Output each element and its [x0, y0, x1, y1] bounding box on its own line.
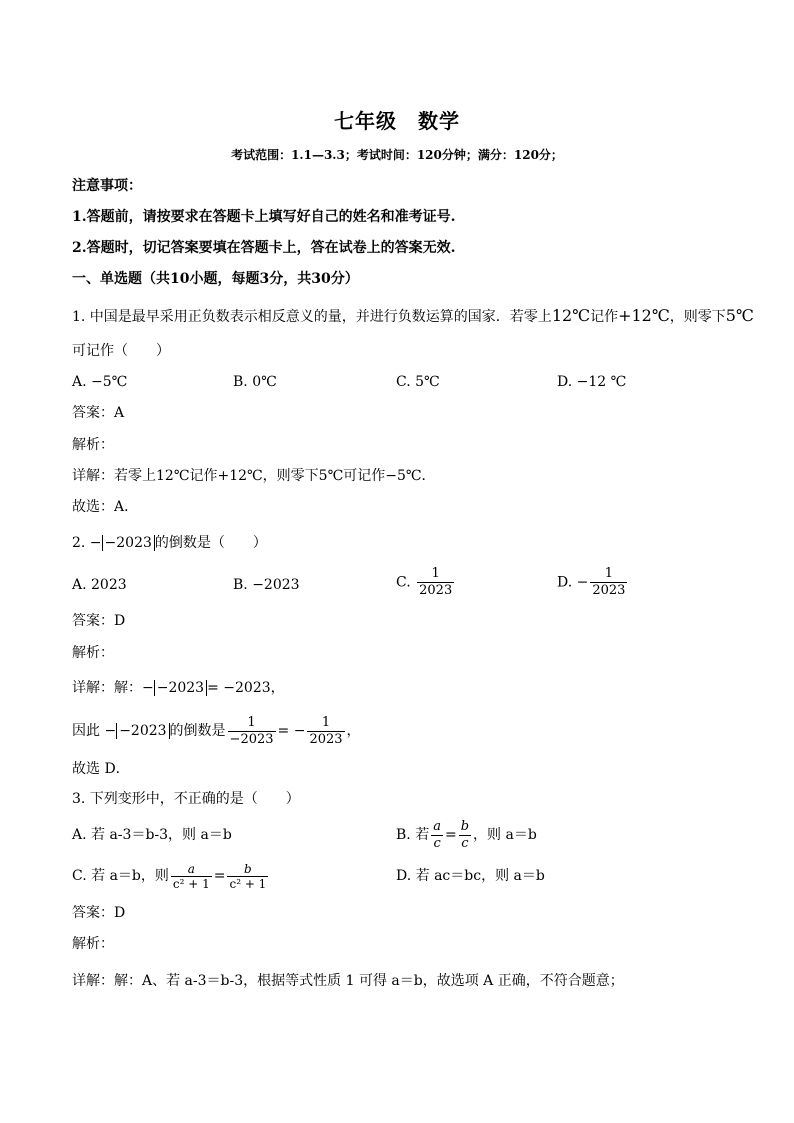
- q2-answer: 答案：D: [72, 613, 126, 629]
- fraction-numerator: 1: [247, 714, 256, 730]
- q3-option-b-pre: B. 若: [396, 827, 430, 843]
- q2-stem: [72, 533, 267, 553]
- q1-stem-text: 1. 中国是最早采用正负数表示相反意义的量，并进行负数运算的国家．若零上: [72, 309, 552, 325]
- q2-since-mid: 的倒数是: [169, 723, 226, 739]
- q3-answer: 答案：D: [72, 905, 126, 921]
- fraction-denominator: 2023: [419, 583, 453, 598]
- q3-option-b-fraction-2: [459, 819, 471, 852]
- q2-option-d: [557, 566, 629, 599]
- page-title: 七年级 数学: [334, 109, 460, 133]
- q1-answer: 答案：A: [72, 405, 125, 421]
- q2-since-abs: −2023: [116, 723, 169, 739]
- q2-detail: [72, 678, 285, 698]
- fraction-numerator: b: [460, 818, 470, 834]
- fraction-denominator: 2023: [309, 731, 343, 747]
- q1-option-b: B. 0℃: [233, 374, 277, 390]
- q2-since-pre: 因此 −: [72, 723, 117, 739]
- q1-option-c: C. 5℃: [396, 374, 440, 390]
- q2-option-c: [396, 566, 456, 599]
- q1-temp-2: +12℃: [618, 306, 670, 325]
- q3-analysis-label: 解析：: [72, 936, 114, 952]
- q3-detail: 详解：解：A、若 a-3＝b-3，根据等式性质 1 可得 a＝b，故选项 A 正确，不符合题意；: [72, 973, 624, 989]
- q1-stem-line2: 可记作（ ）: [72, 343, 170, 359]
- fraction-denominator: 2023: [592, 583, 626, 598]
- q3-stem: 3. 下列变形中，不正确的是（ ）: [72, 791, 300, 807]
- fraction-numerator: b: [244, 861, 252, 876]
- q2-choice: 故选 D．: [72, 761, 130, 777]
- q1-temp-3: 5℃: [725, 306, 754, 325]
- q3-option-b-post: ，则 a＝b: [473, 827, 537, 843]
- q3-option-c-eq: =: [213, 868, 226, 884]
- section-heading: 一、单选题（共10小题，每题3分，共30分）: [72, 271, 359, 287]
- q3-option-b: [396, 818, 537, 852]
- q1-stem-after: ，则零下: [669, 309, 726, 325]
- fraction-denominator: c² + 1: [172, 876, 210, 891]
- q1-stem-line1: [72, 306, 754, 327]
- q2-abs-value: −2023: [102, 535, 155, 551]
- q2-option-d-fraction: [590, 566, 627, 599]
- fraction-numerator: a: [433, 818, 441, 834]
- fraction-numerator: 1: [604, 566, 614, 581]
- notes-heading: 注意事项：: [72, 178, 142, 194]
- q2-option-c-fraction: [417, 566, 454, 599]
- q2-option-b: B. −2023: [233, 577, 300, 593]
- fraction-denominator: c: [433, 835, 441, 851]
- q1-analysis-label: 解析：: [72, 437, 114, 453]
- q2-stem-pre: 2. −: [72, 535, 102, 551]
- fraction-denominator: c: [461, 835, 469, 851]
- q2-detail-abs: −2023: [154, 680, 207, 696]
- q3-option-c-fraction-1: [171, 862, 212, 891]
- q2-since-end: ，: [346, 723, 361, 739]
- q3-option-a: A. 若 a-3＝b-3，则 a＝b: [72, 827, 232, 843]
- q2-option-c-label: C.: [396, 574, 411, 591]
- note-item-1: 1.答题前，请按要求在答题卡上填写好自己的姓名和准考证号.: [72, 209, 456, 225]
- q3-option-b-fraction-1: [431, 819, 443, 852]
- fraction-numerator: 1: [321, 714, 331, 730]
- fraction-denominator: −2023: [229, 731, 274, 747]
- q2-analysis-label: 解析：: [72, 645, 114, 661]
- q1-option-d: D. −12 ℃: [557, 374, 627, 390]
- exam-info: 考试范围：1.1—3.3；考试时间：120分钟；满分：120分；: [231, 148, 563, 162]
- q2-since-fraction-2: [307, 715, 344, 748]
- fraction-numerator: 1: [431, 566, 440, 581]
- fraction-denominator: c² + 1: [229, 876, 267, 891]
- q2-option-a: A. 2023: [72, 577, 127, 593]
- q2-detail-post: = −2023，: [207, 680, 285, 696]
- q2-since-eq: = −: [277, 723, 306, 739]
- q2-detail-pre: 详解：解：−: [72, 680, 154, 696]
- q3-option-c: [72, 858, 270, 894]
- q3-option-c-fraction-2: [227, 862, 268, 891]
- q2-option-d-label: D. −: [557, 574, 589, 591]
- q1-option-a: A. −5℃: [72, 374, 128, 390]
- q3-option-c-pre: C. 若 a＝b，则: [72, 868, 169, 884]
- q1-detail: 详解：若零上12℃记作+12℃，则零下5℃可记作−5℃．: [72, 468, 436, 484]
- q1-temp-1: 12℃: [551, 306, 591, 325]
- fraction-numerator: a: [187, 861, 195, 876]
- q1-stem-mid: 记作: [590, 309, 619, 325]
- q3-option-d: D. 若 ac＝bc，则 a＝b: [396, 868, 545, 884]
- q2-stem-post: 的倒数是（ ）: [154, 535, 267, 551]
- q2-since-fraction-1: [228, 715, 276, 748]
- q2-reciprocal-line: [72, 712, 361, 750]
- note-item-2: 2.答题时，切记答案要填在答题卡上，答在试卷上的答案无效.: [72, 240, 456, 256]
- q1-choice: 故选：A．: [72, 499, 139, 515]
- q3-option-b-eq: =: [444, 827, 457, 843]
